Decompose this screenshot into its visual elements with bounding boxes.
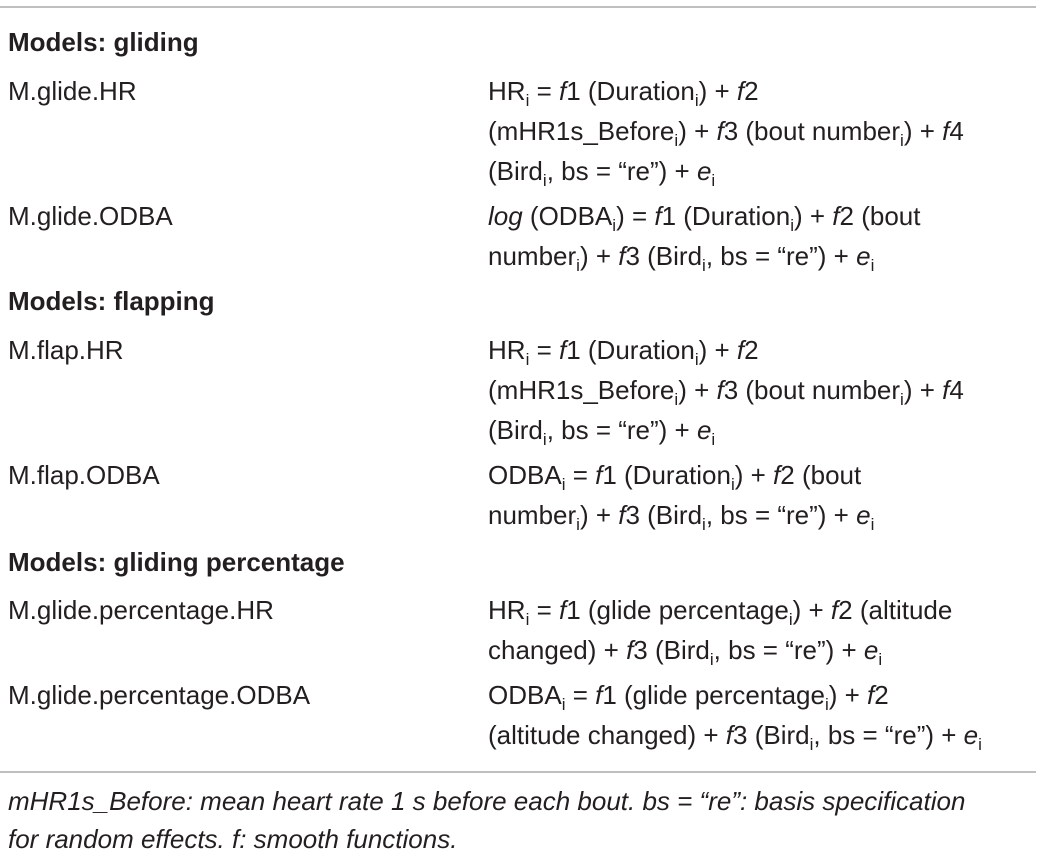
formula-glide-percentage-hr bbox=[488, 590, 1036, 670]
model-name-flap-odba: M.flap.ODBA bbox=[8, 460, 160, 490]
table-top-rule bbox=[0, 6, 1036, 8]
formula-line: (mHR1s_Before$_i$) + f3 (bout number$_i$) + f4 bbox=[488, 116, 964, 150]
footnote-line: for random effects. f: smooth functions. bbox=[8, 824, 458, 854]
section-heading-flapping: Models: flapping bbox=[8, 286, 215, 316]
formula-line: (altitude changed) + f3 (Bird$_i$, bs = “re”) + $e_i$ bbox=[488, 720, 982, 754]
formula-line: (Bird$_i$, bs = “re”) + $e_i$ bbox=[488, 156, 716, 190]
formula-line: number$_i$) + f3 (Bird$_i$, bs = “re”) + $e_i$ bbox=[488, 241, 875, 275]
formula-flap-hr bbox=[488, 330, 1036, 450]
formula-glide-odba bbox=[488, 196, 1036, 276]
formula-line: $ODBA_i = f1$ (glide percentage$_i$) + f2 bbox=[488, 680, 889, 714]
formula-flap-odba bbox=[488, 455, 1036, 535]
formula-line: $HR_i = f1$ (glide percentage$_i$) + f2 (altitude bbox=[488, 595, 953, 629]
section-heading-gliding: Models: gliding bbox=[8, 27, 199, 57]
model-name-glide-odba: M.glide.ODBA bbox=[8, 201, 173, 231]
formula-line: $\log (ODBA_i) = f1$ (Duration$_i$) + f2 (bout bbox=[488, 201, 921, 235]
section-heading-gliding-percentage: Models: gliding percentage bbox=[8, 547, 345, 577]
model-name-flap-hr: M.flap.HR bbox=[8, 335, 124, 365]
formula-line: changed) + f3 (Bird$_i$, bs = “re”) + $e_i$ bbox=[488, 635, 883, 669]
formula-line: (Bird$_i$, bs = “re”) + $e_i$ bbox=[488, 415, 716, 449]
formula-line: (mHR1s_Before$_i$) + f3 (bout number$_i$) + f4 bbox=[488, 375, 964, 409]
formula-line: number$_i$) + f3 (Bird$_i$, bs = “re”) + $e_i$ bbox=[488, 500, 875, 534]
model-name-glide-percentage-hr: M.glide.percentage.HR bbox=[8, 595, 274, 625]
model-name-glide-hr: M.glide.HR bbox=[8, 76, 137, 106]
footnote-line: mHR1s_Before: mean heart rate 1 s before each bout. bs = “re”: basis specification bbox=[8, 786, 966, 816]
formula-glide-hr bbox=[488, 71, 1036, 191]
formula-line: $ODBA_i = f1$ (Duration$_i$) + f2 (bout bbox=[488, 460, 862, 494]
table-footnote bbox=[8, 782, 1038, 858]
formula-line: $HR_i = f1$ (Duration$_i$) + f2 bbox=[488, 335, 759, 369]
table-bottom-rule bbox=[0, 771, 1036, 773]
formula-line: $HR_i = f1$ (Duration$_i$) + f2 bbox=[488, 76, 759, 110]
model-name-glide-percentage-odba: M.glide.percentage.ODBA bbox=[8, 680, 311, 710]
formula-glide-percentage-odba bbox=[488, 675, 1036, 755]
